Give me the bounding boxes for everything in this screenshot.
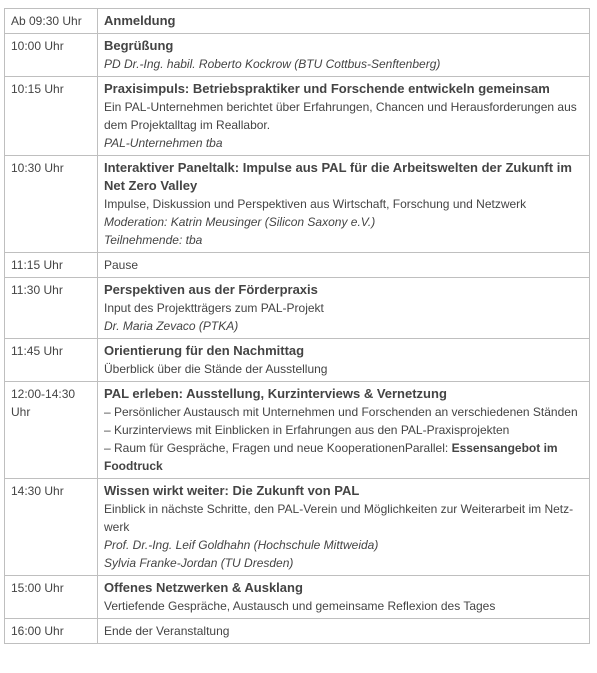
agenda-row — [5, 9, 590, 34]
agenda-time: 10:00 Uhr — [5, 34, 98, 77]
bullet-line: – Kurzinterviews mit Einblicken in Erfahrungen aus den PAL-Praxisprojekten — [104, 423, 510, 437]
agenda-row — [5, 576, 590, 619]
description-line: Input des Projektträgers zum PAL-Projekt — [104, 301, 324, 315]
agenda-content — [98, 339, 590, 382]
bullet-line: – Persönlicher Austausch mit Unternehmen und Forschenden an verschiedenen Ständen — [104, 405, 578, 419]
agenda-title: Begrüßung — [104, 38, 174, 53]
agenda-title: Ende der Veranstaltung — [104, 624, 230, 638]
agenda-time: 16:00 Uhr — [5, 619, 98, 644]
agenda-time: 11:15 Uhr — [5, 253, 98, 278]
agenda-title: Praxisimpuls: Betriebspraktiker und Forschende entwickeln gemeinsam — [104, 81, 550, 96]
agenda-row — [5, 339, 590, 382]
bullet-line-text: – Raum für Gespräche, Fragen und neue KooperationenParallel: — [104, 441, 452, 455]
agenda-title: Wissen wirkt weiter: Die Zukunft von PAL — [104, 483, 360, 498]
agenda-content — [98, 382, 590, 479]
speaker-line: PAL-Unternehmen tba — [104, 136, 223, 150]
bullet-line — [104, 439, 583, 475]
agenda-title: Offenes Netzwerken & Ausklang — [104, 580, 303, 595]
agenda-content — [98, 576, 590, 619]
description-line: Einblick in nächste Schritte, den PAL-Verein und Möglichkeiten zur Weiterarbeit im Netz-werk — [104, 502, 574, 534]
agenda-content — [98, 479, 590, 576]
agenda-content — [98, 34, 590, 77]
agenda-title: Anmeldung — [104, 13, 176, 28]
agenda-title: Interaktiver Paneltalk: Impulse aus PAL für die Arbeitswelten der Zukunft im Net Zero Valley — [104, 160, 572, 193]
agenda-content — [98, 278, 590, 339]
agenda-time: 11:30 Uhr — [5, 278, 98, 339]
agenda-title: PAL erleben: Ausstellung, Kurzinterviews & Vernetzung — [104, 386, 447, 401]
speaker-line: PD Dr.-Ing. habil. Roberto Kockrow (BTU Cottbus-Senftenberg) — [104, 57, 441, 71]
speaker-line: Sylvia Franke-Jordan (TU Dresden) — [104, 556, 294, 570]
agenda-time: 10:15 Uhr — [5, 77, 98, 156]
agenda-row — [5, 278, 590, 339]
agenda-row — [5, 479, 590, 576]
description-line: Überblick über die Stände der Ausstellung — [104, 362, 328, 376]
agenda-content — [98, 77, 590, 156]
agenda-time: Ab 09:30 Uhr — [5, 9, 98, 34]
description-line: Impulse, Diskussion und Perspektiven aus Wirtschaft, Forschung und Netzwerk — [104, 197, 527, 211]
agenda-time: 10:30 Uhr — [5, 156, 98, 253]
agenda-content — [98, 9, 590, 34]
foodtruck-highlight: Essensangebot im Foodtruck — [104, 441, 558, 473]
agenda-table — [4, 8, 590, 644]
agenda-content — [98, 619, 590, 644]
agenda-row — [5, 77, 590, 156]
agenda-row — [5, 34, 590, 77]
agenda-content — [98, 156, 590, 253]
moderator-line: Moderation: Katrin Meusinger (Silicon Saxony e.V.) — [104, 215, 376, 229]
agenda-row — [5, 619, 590, 644]
agenda-content — [98, 253, 590, 278]
agenda-time: 12:00-14:30 Uhr — [5, 382, 98, 479]
agenda-title: Pause — [104, 258, 139, 272]
description-line: Ein PAL-Unternehmen berichtet über Erfahrungen, Chancen und Herausforderungen aus dem Projektalltag im Reallabor. — [104, 100, 577, 132]
participants-line: Teilnehmende: tba — [104, 233, 203, 247]
agenda-time: 15:00 Uhr — [5, 576, 98, 619]
agenda-row — [5, 253, 590, 278]
agenda-title: Orientierung für den Nachmittag — [104, 343, 305, 358]
description-line: Vertiefende Gespräche, Austausch und gemeinsame Reflexion des Tages — [104, 599, 496, 613]
speaker-line: Prof. Dr.-Ing. Leif Goldhahn (Hochschule Mittweida) — [104, 538, 379, 552]
agenda-row — [5, 382, 590, 479]
agenda-row — [5, 156, 590, 253]
agenda-time: 14:30 Uhr — [5, 479, 98, 576]
agenda-time: 11:45 Uhr — [5, 339, 98, 382]
agenda-title: Perspektiven aus der Förderpraxis — [104, 282, 318, 297]
speaker-line: Dr. Maria Zevaco (PTKA) — [104, 319, 239, 333]
